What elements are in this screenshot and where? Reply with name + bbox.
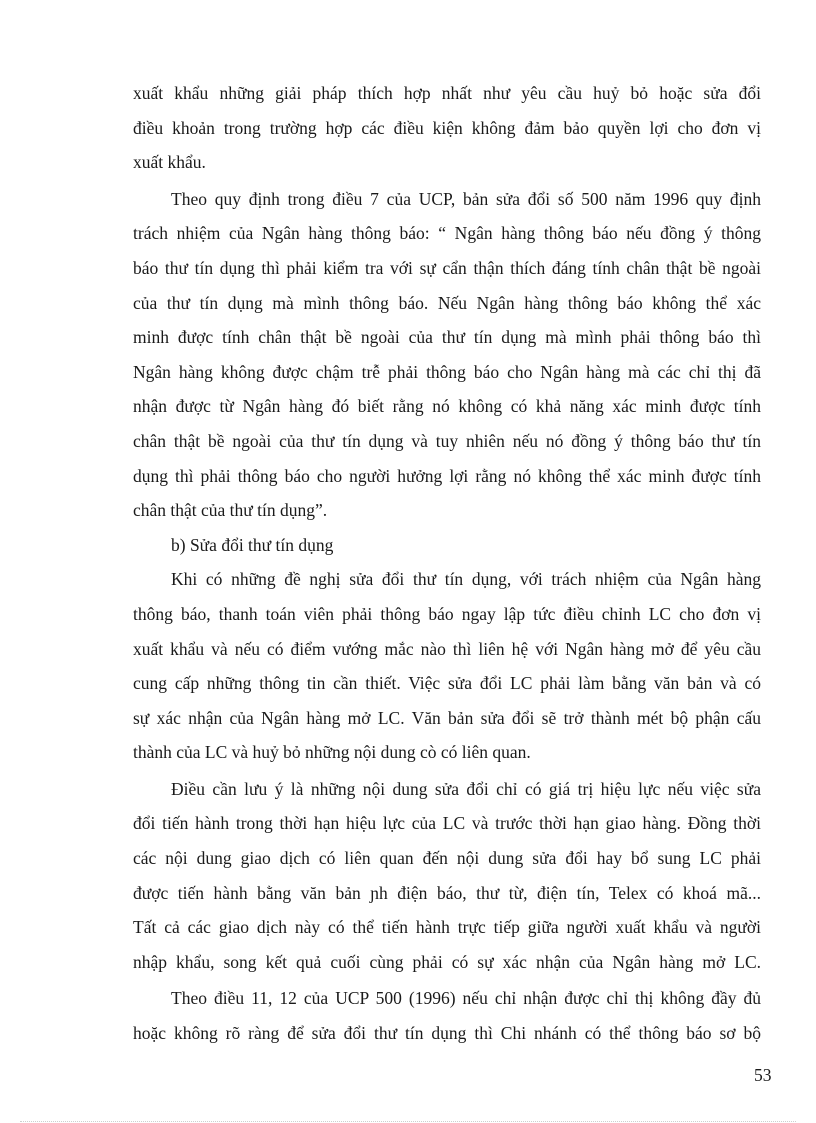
text-line: chân thật của thư tín dụng”. xyxy=(133,500,328,521)
text-line: đổi tiến hành trong thời hạn hiệu lực của LC và trước thời hạn giao hàng. Đồng thời xyxy=(133,813,761,834)
text-line: hoặc không rõ ràng để sửa đổi thư tín dụng thì Chi nhánh có thể thông báo sơ bộ xyxy=(133,1023,761,1044)
text-line: các nội dung giao dịch có liên quan đến nội dung sửa đổi hay bổ sung LC phải xyxy=(133,848,761,869)
footer-divider xyxy=(20,1121,796,1122)
text-line: thành của LC và huỷ bỏ những nội dung cò có liên quan. xyxy=(133,742,531,763)
text-line: xuất khẩu. xyxy=(133,152,206,173)
text-line: của thư tín dụng mà mình thông báo. Nếu Ngân hàng thông báo không thể xác xyxy=(133,292,761,313)
text-line: Tất cả các giao dịch này có thể tiến hành trực tiếp giữa người xuất khẩu và người xyxy=(133,917,761,938)
text-line: được tiến hành bằng văn bản ɲh điện báo, thư từ, điện tín, Telex có khoá mã... xyxy=(133,882,761,903)
text-line: sự xác nhận của Ngân hàng mở LC. Văn bản sửa đổi sẽ trở thành mét bộ phận cấu xyxy=(133,707,761,728)
paragraph-start-line: Theo điều 11, 12 của UCP 500 (1996) nếu chỉ nhận được chỉ thị không đầy đủ xyxy=(171,988,761,1009)
text-line: báo thư tín dụng thì phải kiểm tra với sự cẩn thận thích đáng tính chân thật bề ngoài xyxy=(133,257,761,278)
text-line: nhập khẩu, song kết quả cuối cùng phải có sự xác nhận của Ngân hàng mở LC. xyxy=(133,951,761,972)
text-line: thông báo, thanh toán viên phải thông báo ngay lập tức điều chỉnh LC cho đơn vị xyxy=(133,603,761,624)
text-line: dụng thì phải thông báo cho người hưởng lợi rằng nó không thể xác minh được tính xyxy=(133,465,761,486)
text-line: Ngân hàng không được chậm trễ phải thông báo cho Ngân hàng mà các chỉ thị đã xyxy=(133,361,761,382)
paragraph-start-line: Điều cần lưu ý là những nội dung sửa đổi chỉ có giá trị hiệu lực nếu việc sửa xyxy=(171,778,761,799)
text-line: minh được tính chân thật bề ngoài của thư tín dụng mà mình phải thông báo thì xyxy=(133,327,761,348)
text-line: nhận được từ Ngân hàng đó biết rằng nó không có khả năng xác minh được tính xyxy=(133,396,761,417)
text-line: xuất khẩu những giải pháp thích hợp nhất như yêu cầu huỷ bỏ hoặc sửa đổi xyxy=(133,83,761,103)
page-number: 53 xyxy=(754,1065,772,1085)
paragraph-start-line: Khi có những đề nghị sửa đổi thư tín dụng, với trách nhiệm của Ngân hàng xyxy=(171,569,761,590)
text-line: điều khoản trong trường hợp các điều kiện không đảm bảo quyền lợi cho đơn vị xyxy=(133,117,761,138)
paragraph-start-line: Theo quy định trong điều 7 của UCP, bản sửa đổi số 500 năm 1996 quy định xyxy=(171,188,761,209)
text-line: cung cấp những thông tin cần thiết. Việc sửa đổi LC phải làm bằng văn bản và có xyxy=(133,673,761,694)
body-text xyxy=(133,76,761,1051)
section-heading: b) Sửa đổi thư tín dụng xyxy=(171,534,334,555)
text-line: chân thật bề ngoài của thư tín dụng và tuy nhiên nếu nó đồng ý thông báo thư tín xyxy=(133,430,761,451)
text-line: xuất khẩu và nếu có điểm vướng mắc nào thì liên hệ với Ngân hàng mở để yêu cầu xyxy=(133,638,761,659)
text-line: trách nhiệm của Ngân hàng thông báo: “ Ngân hàng thông báo nếu đồng ý thông xyxy=(133,223,761,244)
